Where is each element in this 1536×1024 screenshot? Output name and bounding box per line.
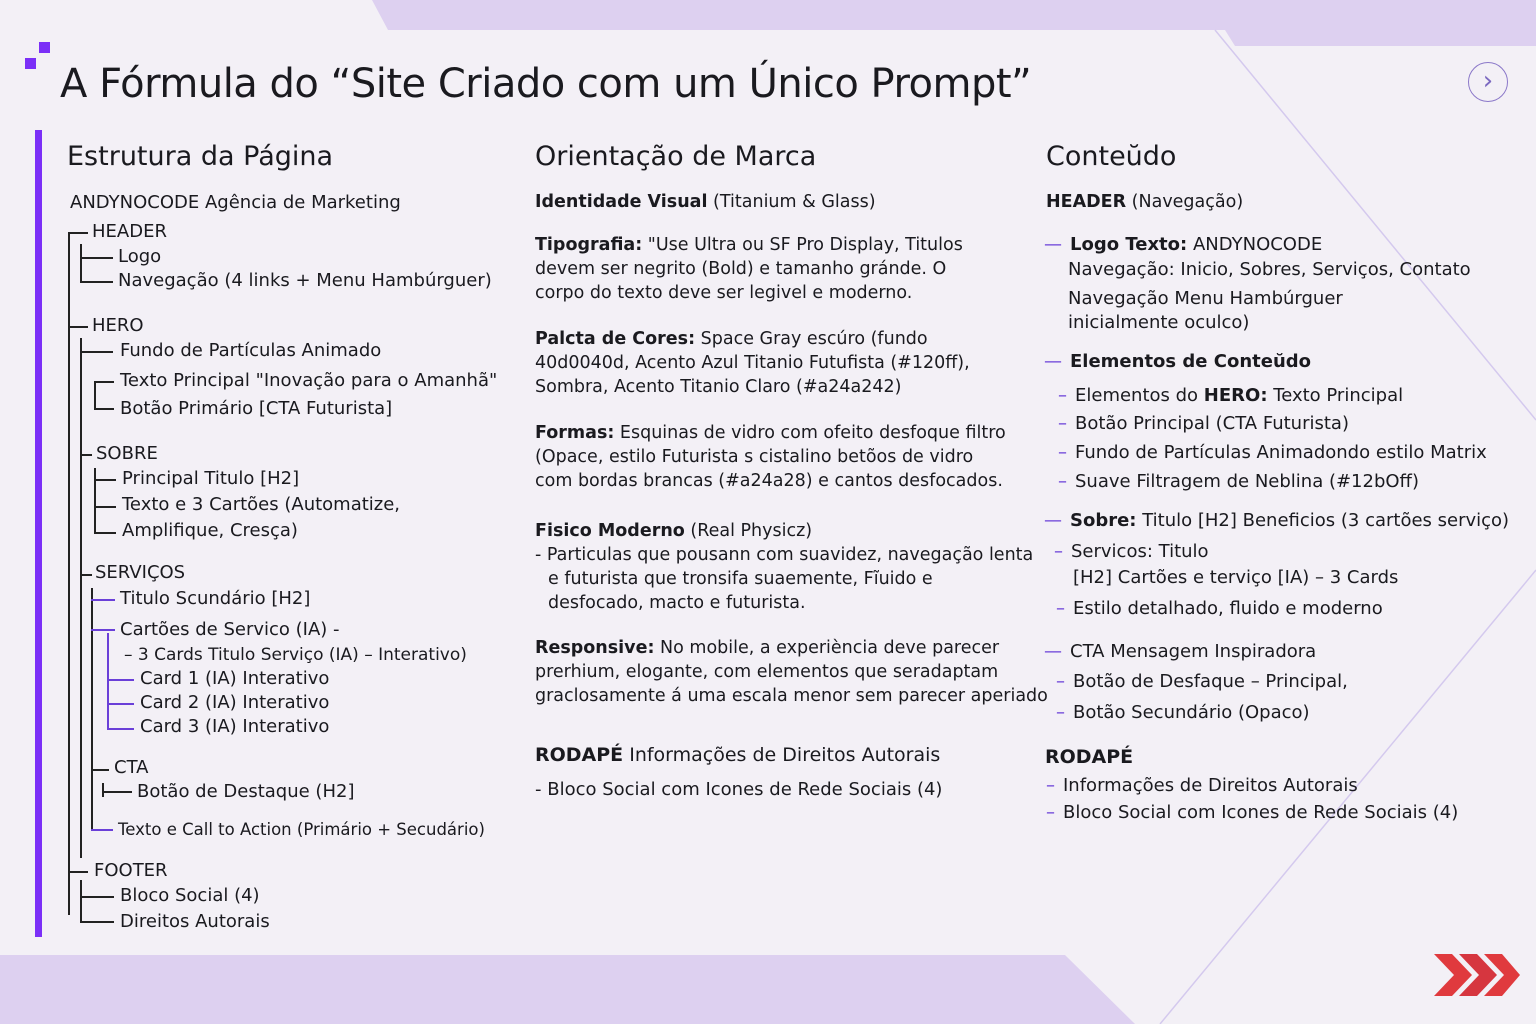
- page-title: A Fórmula do “Site Criado com um Único Prompt”: [60, 61, 1032, 107]
- header-line: [1046, 190, 1243, 214]
- forms-label: Formas:: [535, 423, 615, 443]
- nav-line: Navegação Menu Hambúrguer: [1068, 288, 1343, 309]
- palette-block: [535, 327, 970, 399]
- list-item: – Suave Filtragem de Neblina (#12bOff): [1058, 471, 1419, 492]
- nav-line: Navegação: Inicio, Sobres, Serviços, Contato: [1068, 259, 1471, 280]
- brand-heading: Orientação de Marca: [535, 141, 817, 172]
- text-line: devem ser negrito (Bold) e tamanho gránde. O: [535, 259, 947, 279]
- identity-label: Identidade Visual: [535, 192, 708, 212]
- text-line: Titulo [H2] Beneficios (3 cartões serviço): [1136, 510, 1510, 531]
- tree-item: Titulo Scundário [H2]: [120, 588, 311, 609]
- text-line: Esquinas de vidro com ofeito desfoque filtro: [614, 423, 1006, 443]
- list-item: [H2] Cartões e terviço [IA) – 3 Cards: [1073, 567, 1399, 588]
- identity-line: [535, 190, 876, 214]
- palette-label: Palcta de Cores:: [535, 329, 696, 349]
- tree-item: FOOTER: [94, 860, 168, 881]
- tree-item: Card 2 (IA) Interativo: [140, 692, 330, 713]
- list-item: – Servicos: Titulo: [1054, 541, 1209, 562]
- text-line: Botão Principal (CTA Futurista): [1075, 413, 1349, 434]
- list-item: – Informações de Direitos Autorais: [1046, 775, 1358, 796]
- tree-item: Principal Titulo [H2]: [122, 468, 300, 489]
- identity-text: (Titanium & Glass): [707, 192, 876, 212]
- tree-item: Bloco Social (4): [120, 885, 260, 906]
- hero-line: – Elementos do HERO: Texto Principal: [1058, 385, 1404, 406]
- footer-item: - Bloco Social com Icones de Rede Sociais (4): [535, 779, 943, 800]
- tree-item: Card 1 (IA) Interativo: [140, 668, 330, 689]
- hero-label: HERO:: [1203, 385, 1268, 406]
- text-line: Bloco Social com Icones de Rede Sociais (4): [1063, 802, 1459, 823]
- tree-item: Texto e 3 Cartões (Automatize,: [122, 494, 401, 515]
- content-heading: Conteŭdo: [1046, 141, 1177, 172]
- elements-line: — Elementos de Conteŭdo: [1044, 351, 1312, 372]
- text-line: corpo do texto deve ser legivel e moderno.: [535, 283, 913, 303]
- physics-block: [535, 519, 1033, 615]
- responsive-label: Responsive:: [535, 638, 655, 658]
- text-line: com bordas brancas (#a24a28) e cantos desfocados.: [535, 471, 1003, 491]
- tree-item: Botão de Destaque (H2]: [137, 781, 355, 802]
- list-item: – Botão Principal (CTA Futurista): [1058, 413, 1349, 434]
- text-line: graclosamente á uma escala menor sem parecer aperiado: [535, 686, 1048, 706]
- text-line: Space Gray escúro (fundo: [695, 329, 928, 349]
- tree-item: Texto Principal "Inovação para o Amanhã": [120, 370, 498, 391]
- text-line: Botão de Desfaque – Principal,: [1073, 671, 1348, 692]
- text-line: Estilo detalhado, fluido e moderno: [1073, 598, 1383, 619]
- text-line: Informações de Direitos Autorais: [1063, 775, 1358, 796]
- tree-item: SERVIÇOS: [95, 562, 186, 583]
- text-line: Informações de Direitos Autorais: [623, 744, 941, 766]
- footer-line: [535, 743, 940, 767]
- text-line: Sombra, Acento Titanio Claro (#a24a242): [535, 377, 902, 397]
- tree-item: Fundo de Partículas Animado: [120, 340, 382, 361]
- text-line: ANDYNOCODE: [1187, 234, 1323, 255]
- text-line: (Opace, estilo Futurista s cistalino betõos de vidro: [535, 447, 974, 467]
- next-button[interactable]: [1468, 62, 1508, 102]
- tree-item: Logo: [118, 246, 162, 267]
- typography-block: [535, 233, 963, 305]
- list-item: – Bloco Social com Icones de Rede Sociais (4): [1046, 802, 1459, 823]
- structure-heading: Estrutura da Página: [67, 141, 334, 172]
- text-line: "Use Ultra ou SF Pro Display, Titulos: [642, 235, 963, 255]
- text-line: Servicos: Titulo: [1071, 541, 1209, 562]
- cta-line: — CTA Mensagem Inspiradora: [1044, 641, 1317, 662]
- tree-item: CTA: [114, 757, 149, 778]
- footer-label: RODAPÉ: [1045, 746, 1134, 768]
- list-item: – Estilo detalhado, fluido e moderno: [1056, 598, 1383, 619]
- text-line: Elementos do: [1075, 385, 1204, 406]
- tree-item: Botão Primário [CTA Futurista]: [120, 398, 393, 419]
- nav-line: inicialmente oculco): [1068, 312, 1250, 333]
- tree-item: – 3 Cards Titulo Serviço (IA) – Interativo): [124, 645, 467, 665]
- physics-label: Fisico Moderno: [535, 521, 685, 541]
- text-line: Fundo de Partículas Animadondo estilo Matrix: [1075, 442, 1487, 463]
- text-line: desfocado, macto e futurista.: [548, 593, 806, 613]
- list-item: – Fundo de Partículas Animadondo estilo Matrix: [1058, 442, 1487, 463]
- arrows-right-icon: [1434, 954, 1522, 996]
- text-line: Texto Principal: [1267, 385, 1404, 406]
- sobre-line: — Sobre: Titulo [H2] Beneficios (3 cartões serviço): [1044, 510, 1510, 531]
- responsive-block: [535, 636, 1048, 708]
- typography-label: Tipografia:: [535, 235, 643, 255]
- tree-item: Direitos Autorais: [120, 911, 270, 932]
- tree-item: Amplifique, Cresça): [122, 520, 298, 541]
- text-line: e futurista que tronsifa suaemente, Fĩuido e: [548, 569, 933, 589]
- list-item: – Botão de Desfaque – Principal,: [1056, 671, 1348, 692]
- text-line: Botão Secundário (Opaco): [1073, 702, 1310, 723]
- agency-name: ANDYNOCODE Agência de Marketing: [70, 192, 401, 213]
- text-line: prerhium, elogante, com elementos que seradaptam: [535, 662, 999, 682]
- tree-item: HERO: [92, 315, 144, 336]
- text-line: CTA Mensagem Inspiradora: [1070, 641, 1317, 662]
- logo-line: — Logo Texto: ANDYNOCODE: [1044, 234, 1323, 255]
- text-line: (Navegação): [1126, 192, 1244, 212]
- text-line: (Real Physicz): [684, 521, 813, 541]
- text-line: Suave Filtragem de Neblina (#12bOff): [1075, 471, 1419, 492]
- chevron-right-icon: ›: [1482, 66, 1494, 96]
- logo-label: Logo Texto:: [1070, 234, 1188, 255]
- text-line: 40d0040d, Acento Azul Titanio Futufista (#120ff),: [535, 353, 970, 373]
- tree-item: SOBRE: [96, 443, 158, 464]
- tree-item: Card 3 (IA) Interativo: [140, 716, 330, 737]
- forms-block: [535, 421, 1006, 493]
- tree-item: Texto e Call to Action (Primário + Secudário): [118, 820, 485, 839]
- tree-item: Navegação (4 links + Menu Hambúrguer): [118, 270, 492, 291]
- text-line: No mobile, a experiència deve parecer: [654, 638, 1000, 658]
- sobre-label: Sobre:: [1070, 510, 1137, 531]
- list-item: – Botão Secundário (Opaco): [1056, 702, 1310, 723]
- tree-item: HEADER: [92, 221, 167, 242]
- elements-label: Elementos de Conteŭdo: [1070, 351, 1312, 372]
- footer-label: RODAPÉ: [535, 744, 624, 766]
- text-line: - Particulas que pousann com suavidez, navegação lenta: [535, 545, 1034, 565]
- header-label: HEADER: [1046, 192, 1127, 212]
- tree-item: Cartões de Servico (IA) -: [120, 619, 340, 640]
